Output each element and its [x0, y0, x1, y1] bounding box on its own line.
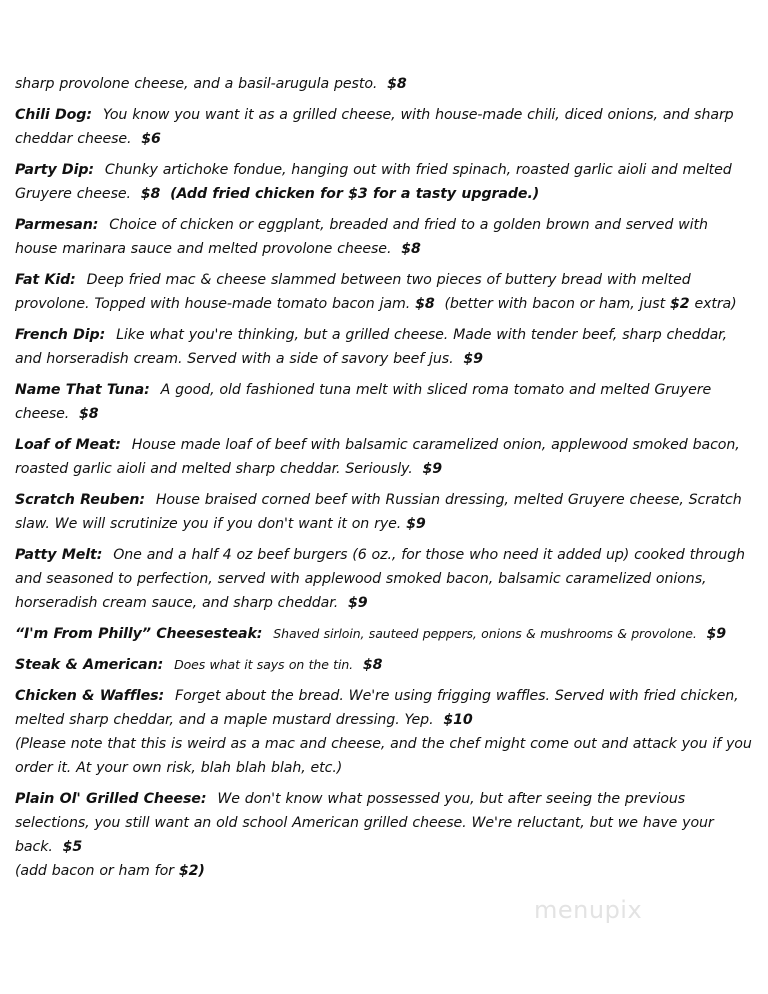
- item-description: Deep fried mac & cheese slammed between two pieces of buttery bread with melted provolone. Topped with house-made tomato bacon jam.: [15, 272, 691, 312]
- item-price: $8: [79, 406, 99, 422]
- menu-item-loaf-of-meat: [15, 433, 755, 481]
- item-name: Chili Dog:: [15, 107, 92, 123]
- item-price: $9: [347, 595, 368, 611]
- menu-item-french-dip: [15, 323, 755, 371]
- item-name: Scratch Reuben:: [15, 492, 145, 508]
- item-description: Chunky artichoke fondue, hanging out with fried spinach, roasted garlic aioli and melted Gruyere cheese.: [15, 162, 732, 202]
- menu-item-chili-dog: [15, 103, 755, 151]
- item-name: Patty Melt:: [15, 547, 103, 563]
- item-price: $8: [362, 657, 383, 673]
- item-price: $9: [706, 626, 727, 642]
- menu-item-parmesan: [15, 213, 755, 261]
- menu-item-intro: [15, 72, 755, 96]
- menu-item-philly-cheesesteak: [15, 622, 755, 646]
- item-addon-note: [15, 859, 755, 883]
- menu-item-chicken-waffles: [15, 684, 755, 780]
- item-warning-note: (Please note that this is weird as a mac and cheese, and the chef might come out and attack you if you order it. At your own risk, blah blah blah, etc.): [15, 736, 752, 776]
- item-price: $9: [463, 351, 483, 367]
- item-description: House made loaf of beef with balsamic caramelized onion, applewood smoked bacon, roasted garlic aioli and melted sharp cheddar. Seriously.: [15, 437, 740, 477]
- item-name: Fat Kid:: [15, 272, 76, 288]
- item-price: $6: [141, 131, 161, 147]
- item-addon-price: $2): [178, 863, 205, 879]
- item-description: We don't know what possessed you, but after seeing the previous selections, you still want an old school American grilled cheese. We're reluctant, but we have your back.: [15, 791, 714, 855]
- item-extra-note: (better with bacon or ham, just: [444, 296, 666, 312]
- item-price: $8: [401, 241, 421, 257]
- menu-item-party-dip: [15, 158, 755, 206]
- item-upgrade-note: (Add fried chicken for $3 for a tasty upgrade.): [170, 186, 540, 202]
- menu-item-patty-melt: [15, 543, 755, 615]
- item-extra-note-end: extra): [694, 296, 737, 312]
- item-name: “I'm From Philly” Cheesesteak:: [15, 626, 263, 642]
- item-price: $5: [62, 839, 83, 855]
- menu-item-scratch-reuben: [15, 488, 755, 536]
- menu-item-plain-grilled-cheese: [15, 787, 755, 883]
- item-price: $9: [422, 461, 443, 477]
- item-name: French Dip:: [15, 327, 106, 343]
- item-extra-price: $2: [669, 296, 690, 312]
- item-price: $8: [387, 76, 407, 92]
- item-name: Loaf of Meat:: [15, 437, 121, 453]
- item-name: Name That Tuna:: [15, 382, 150, 398]
- menupix-watermark: menupix: [534, 896, 643, 924]
- item-description: sharp provolone cheese, and a basil-arugula pesto.: [15, 76, 378, 92]
- item-description: Shaved sirloin, sauteed peppers, onions & mushrooms & provolone.: [273, 626, 697, 641]
- item-description: Does what it says on the tin.: [174, 657, 354, 672]
- item-price: $10: [443, 712, 473, 728]
- item-name: Steak & American:: [15, 657, 164, 673]
- menu-item-steak-american: [15, 653, 755, 677]
- item-price: $8: [415, 296, 435, 312]
- item-description: Like what you're thinking, but a grilled cheese. Made with tender beef, sharp cheddar, and horseradish cream. Served with a side of savory beef jus.: [15, 327, 727, 367]
- menu-item-name-that-tuna: [15, 378, 755, 426]
- item-name: Parmesan:: [15, 217, 99, 233]
- item-price: $9: [406, 516, 426, 532]
- item-addon-text: (add bacon or ham for: [15, 863, 174, 879]
- menu-item-fat-kid: [15, 268, 755, 316]
- menu-page: [15, 72, 755, 890]
- item-description: One and a half 4 oz beef burgers (6 oz., for those who need it added up) cooked through and seasoned to perfection, served with applewood smoked bacon, balsamic caramelized onions, horseradish cream sauce, and sharp cheddar.: [15, 547, 745, 611]
- item-description: You know you want it as a grilled cheese, with house-made chili, diced onions, and sharp cheddar cheese.: [15, 107, 734, 147]
- item-name: Chicken & Waffles:: [15, 688, 165, 704]
- item-name: Plain Ol' Grilled Cheese:: [15, 791, 207, 807]
- item-description: Choice of chicken or eggplant, breaded and fried to a golden brown and served with house marinara sauce and melted provolone cheese.: [15, 217, 708, 257]
- item-price: $8: [140, 186, 161, 202]
- item-name: Party Dip:: [15, 162, 94, 178]
- item-description: Forget about the bread. We're using frigging waffles. Served with fried chicken, melted sharp cheddar, and a maple mustard dressing. Yep.: [15, 688, 739, 728]
- item-description: A good, old fashioned tuna melt with sliced roma tomato and melted Gruyere cheese.: [15, 382, 712, 422]
- item-description: House braised corned beef with Russian dressing, melted Gruyere cheese, Scratch slaw. We will scrutinize you if you don't want it on rye.: [15, 492, 742, 532]
